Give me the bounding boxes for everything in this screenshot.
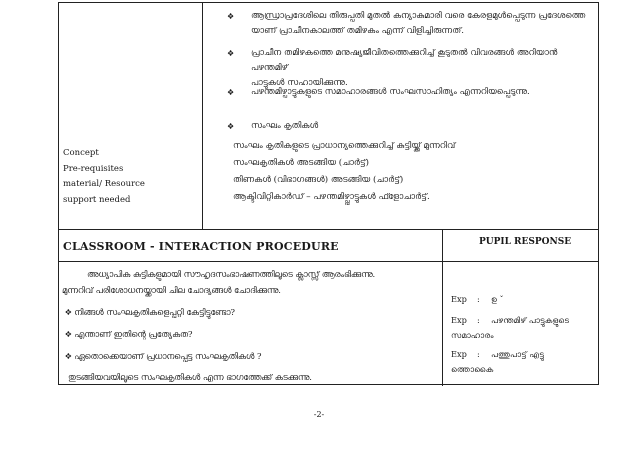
- pupil-response-heading: PUPIL RESPONSE: [479, 237, 572, 247]
- concept-bullet: ❖ പ്രാചീന തമിഴകത്തെ മനുഷ്യജീവിതത്തെക്കുറിച്ച് കൂടുതൽ വിവരങ്ങൾ അറിയാൻ പഴന്തമിഴ് പാട്ടുകൾ സഹായിക്കുന്നു.: [227, 48, 558, 88]
- lesson-table: [58, 2, 599, 385]
- procedure-intro: അധ്യാപിക കുട്ടികളുമായി സൗഹൃദസംഭാഷണത്തിലൂടെ ക്ലാസ്സ് ആരംഭിക്കുന്നു.: [87, 269, 376, 279]
- pupil-response: Exp : പഴന്തമിഴ് പാട്ടുകളുടെ സമാഹാരം: [451, 315, 570, 340]
- classroom-heading: CLASSROOM - INTERACTION PROCEDURE: [63, 240, 339, 253]
- concept-label: Concept: [63, 148, 99, 158]
- column-divider-bottom: [442, 229, 443, 386]
- resource-line: സംഘം കൃതികളുടെ പ്രാധാന്യത്തെക്കുറിച്ച് കുട്ടിയ്ക്ക് മുന്നറിവ്: [233, 141, 456, 151]
- resource-label: material/ Resource: [63, 179, 145, 189]
- procedure-outro: തുടങ്ങിയവയിലൂടെ സംഘകൃതികൾ എന്ന ഭാഗത്തേക്ക് കടക്കുന്നു.: [68, 372, 312, 382]
- column-divider-top: [202, 3, 203, 229]
- question-item: ❖ ഏതൊക്കെയാണ് പ്രധാനപ്പെട്ട സംഘകൃതികൾ ?: [65, 351, 262, 361]
- bullet-diamond-icon: ❖: [65, 351, 72, 361]
- bullet-diamond-icon: ❖: [65, 329, 72, 339]
- resource-line: തിണകൾ (വിഭാഗങ്ങൾ) അടങ്ങിയ (ചാർട്ട്): [233, 175, 404, 185]
- page-number: -2-: [313, 410, 325, 419]
- prerequisite-bullet: ❖ സംഘം കൃതികൾ: [227, 119, 587, 134]
- resource-line: ആക്ടിവിറ്റികാർഡ് – പഴന്തമിഴ്പ്പാട്ടുകൾ ഫ്ളോചാർട്ട്.: [233, 192, 430, 202]
- question-item: ❖ നിങ്ങൾ സംഘകൃതികളെപ്പറ്റി കേട്ടിട്ടുണ്ടോ?: [65, 307, 236, 317]
- support-label: support needed: [63, 194, 131, 205]
- bullet-diamond-icon: ❖: [227, 12, 235, 21]
- concept-labels: [63, 146, 145, 208]
- bullet-diamond-icon: ❖: [227, 88, 235, 97]
- concept-bullet: ❖ പഴന്തമിഴ്പാട്ടുകളുടെ സമാഹാരങ്ങൾ സംഘസാഹിത്യം എന്നറിയപ്പെടുന്നു.: [227, 85, 587, 100]
- row-divider-heading-top: [59, 229, 598, 230]
- question-item: ❖ എന്താണ് ഇതിന്റെ പ്രത്യേകത?: [65, 329, 193, 339]
- concept-bullet: ❖ ആന്ധ്രാപ്രദേശിലെ തിരുപ്പതി മുതൽ കന്യാകുമാരി വരെ കേരളമുൾപ്പെടുന്ന പ്രദേശത്തെ യാണ് പ്രാചീനകാലത്ത് തമിഴകം എന്ന് വിളിച്ചിരുന്നത്.: [227, 11, 586, 36]
- pupil-response: Exp : ഉ ˇ: [451, 294, 504, 304]
- procedure-intro: മുന്നറിവ് പരിശോധനയ്ക്കായി ചില ചോദ്യങ്ങൾ ചോദിക്കുന്നു.: [62, 285, 281, 295]
- bullet-diamond-icon: ❖: [227, 122, 235, 131]
- row-divider-heading-bottom: [59, 261, 598, 262]
- pupil-response: Exp : പത്തുപാട്ട് എട്ടു ത്തൊകൈ: [451, 349, 544, 374]
- prerequisites-label: Pre-requisites: [63, 163, 124, 174]
- resource-line: സംഘകൃതികൾ അടങ്ങിയ (ചാർട്ട്): [233, 158, 370, 168]
- bullet-diamond-icon: ❖: [65, 307, 72, 317]
- bullet-diamond-icon: ❖: [227, 49, 235, 58]
